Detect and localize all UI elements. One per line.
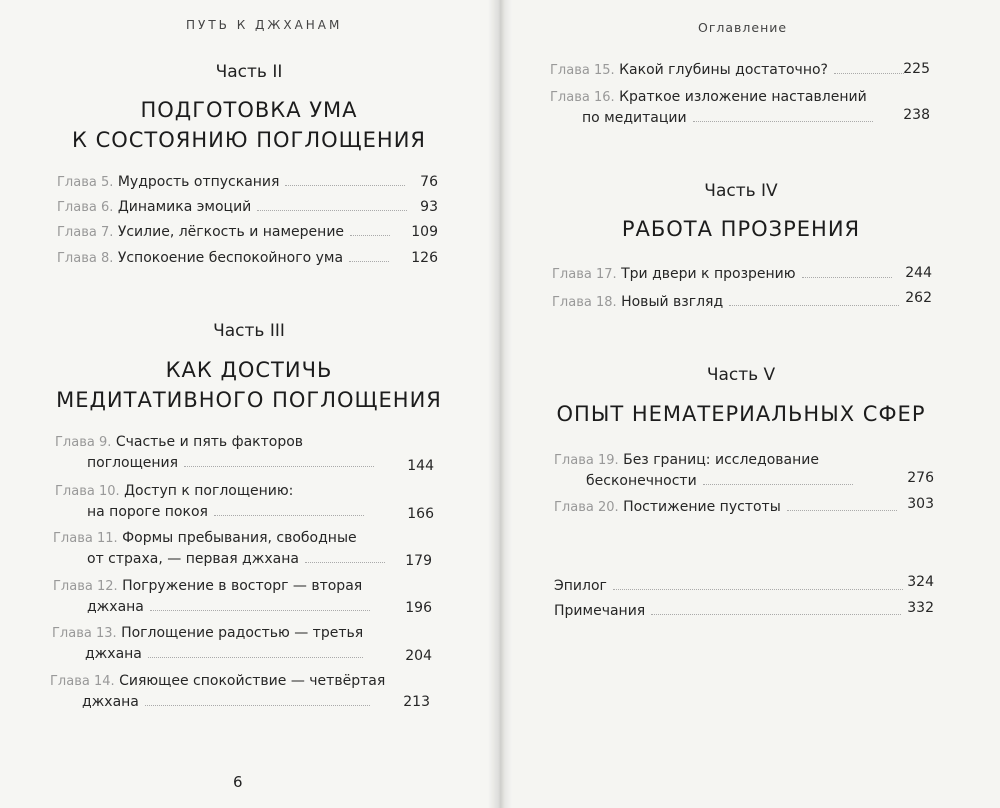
toc-entry[interactable]: Глава 14. Сияющее спокойствие — четвёртая джхана [50,673,386,710]
part-title: ПОДГОТОВКА УМА К СОСТОЯНИЮ ПОГЛОЩЕНИЯ [71,98,426,152]
toc-page: 166 [407,506,434,522]
toc-entry[interactable]: Глава 12. Погружение в восторг — вторая джхана [53,576,370,618]
toc-page: 225 [903,61,930,77]
toc-entry[interactable]: Глава 9. Счастье и пять факторов поглощения [55,432,374,474]
running-head: ПУТЬ К ДЖХАНАМ [186,18,343,32]
part-title: ОПЫТ НЕМАТЕРИАЛЬНЫХ СФЕР [556,402,926,426]
part-label: Часть IV [704,181,778,201]
toc-page: 238 [903,107,930,123]
toc-entry[interactable]: Глава 17. Три двери к прозрению [552,264,892,285]
toc-entry[interactable]: Глава 5. Мудрость отпускания [57,172,405,193]
toc-page: 262 [905,290,932,306]
toc-page: 303 [907,496,934,512]
toc-page: 324 [907,574,934,590]
book-gutter [488,0,512,808]
toc-page: 196 [405,600,432,616]
toc-entry[interactable]: Глава 6. Динамика эмоций [57,197,407,218]
toc-entry[interactable]: Глава 15. Какой глубины достаточно? [550,60,904,81]
toc-entry[interactable]: Глава 8. Успокоение беспокойного ума [57,248,389,269]
toc-page: 179 [405,553,432,569]
part-title: РАБОТА ПРОЗРЕНИЯ [621,217,861,241]
toc-page: 76 [420,174,438,190]
toc-entry[interactable]: Глава 20. Постижение пустоты [554,497,897,518]
right-page [498,0,1000,808]
toc-page: 126 [411,250,438,266]
toc-entry[interactable]: Глава 10. Доступ к поглощению: на пороге покоя [55,481,364,523]
toc-page: 204 [405,648,432,664]
part-title: КАК ДОСТИЧЬ МЕДИТАТИВНОГО ПОГЛОЩЕНИЯ [56,358,442,412]
toc-entry-epilogue[interactable]: Эпилог [554,576,903,597]
toc-entry[interactable]: Глава 7. Усилие, лёгкость и намерение [57,222,390,243]
left-page [0,0,498,808]
toc-page: 276 [907,470,934,486]
part-label: Часть III [213,321,285,341]
toc-entry[interactable]: Глава 18. Новый взгляд [552,292,899,313]
running-head: Оглавление [698,20,788,35]
toc-page: 144 [407,458,434,474]
toc-entry[interactable]: Глава 13. Поглощение радостью — третья джхана [52,625,364,662]
page-number: 6 [233,773,243,791]
part-label: Часть V [706,365,776,385]
toc-page: 244 [905,265,932,281]
toc-page: 109 [411,224,438,240]
toc-entry-notes[interactable]: Примечания [554,601,901,622]
part-label: Часть II [215,62,283,82]
toc-page: 93 [420,199,438,215]
toc-entry[interactable]: Глава 11. Формы пребывания, свободные от страха, — первая джхана [53,528,385,570]
toc-entry[interactable]: Глава 19. Без границ: исследование бесконечности [554,450,853,492]
toc-entry[interactable]: Глава 16. Краткое изложение наставлений по медитации [550,87,873,129]
toc-page: 332 [907,600,934,616]
toc-page: 213 [403,694,430,710]
